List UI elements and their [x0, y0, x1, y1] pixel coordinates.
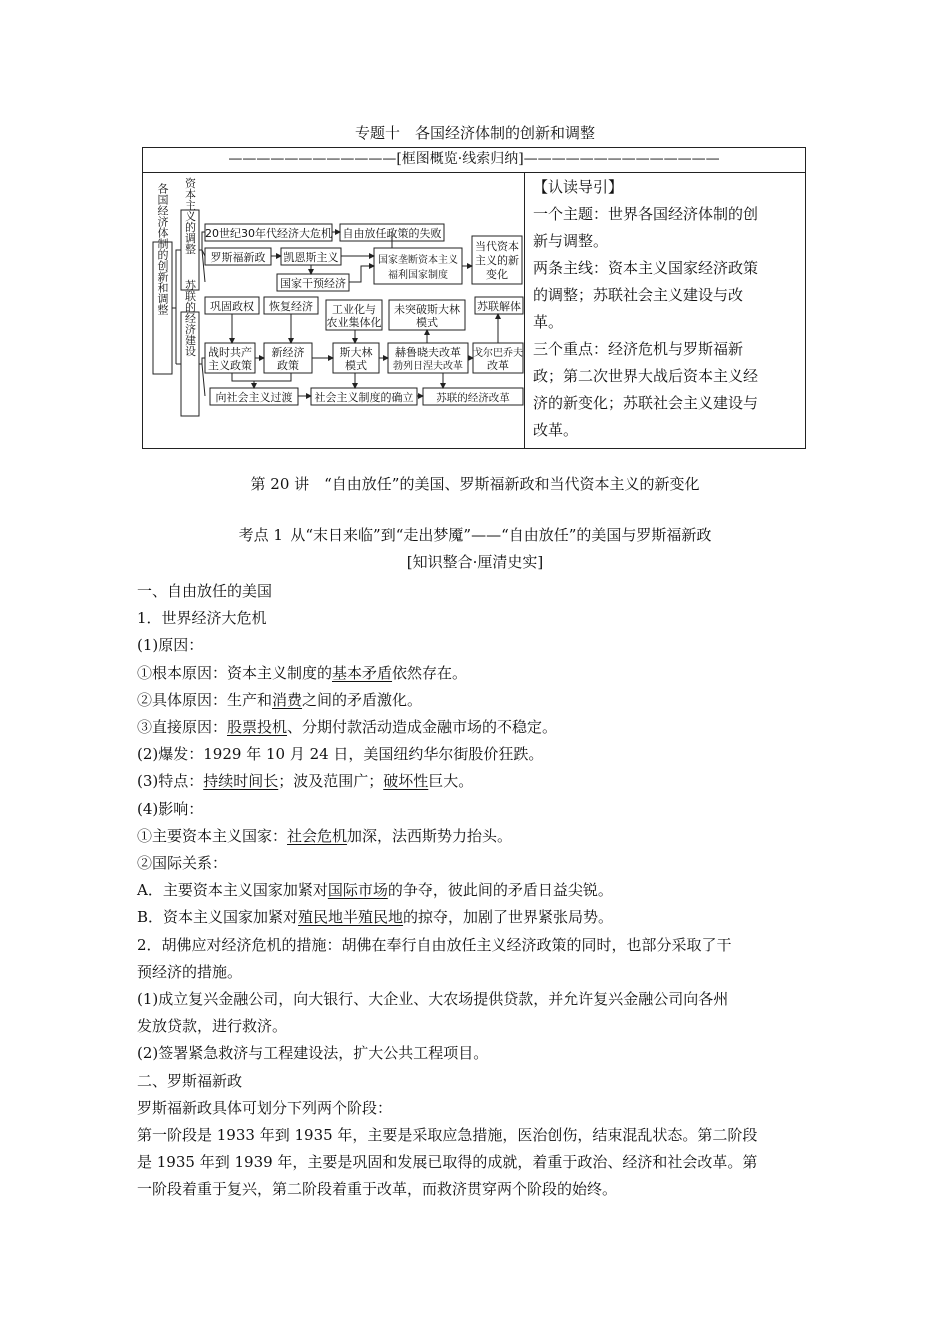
guide-line: 政；第二次世界大战后资本主义经: [533, 367, 759, 385]
guide-line: 济的新变化；苏联社会主义建设与: [533, 394, 759, 412]
key-term: 持续时间长: [203, 772, 279, 791]
diagram-box-stalin-break-1: 未突破斯大林: [394, 303, 460, 316]
guide-line: 改革。: [533, 421, 579, 439]
key-term: 基本矛盾: [332, 663, 393, 682]
body-line: (1)成立复兴金融公司，向大银行、大企业、大农场提供贷款，并允许复兴金融公司向各州: [137, 990, 729, 1009]
concept-diagram: [143, 172, 524, 448]
diagram-box-contemp-3: 变化: [486, 268, 508, 281]
diagram-branch-soviet-label: 苏联的经济建设: [183, 279, 197, 357]
key-term: 殖民地半殖民地: [298, 908, 404, 927]
topic-title: 考点 1 从“末日来临”到“走出梦魇”——“自由放任”的美国与罗斯福新政: [238, 526, 712, 544]
diagram-branch-cap-label: 资本主义的调整: [183, 177, 197, 255]
section-heading: 二、罗斯福新政: [137, 1071, 243, 1090]
frame-header: ————————————[框图概览·线索归纳]——————————————: [143, 148, 805, 173]
diagram-box-recover: 恢复经济: [269, 300, 313, 313]
diagram-box-indus-1: 工业化与: [332, 303, 376, 316]
key-term: 国际市场: [327, 881, 388, 900]
body-line: ③直接原因：股票投机、分期付款活动造成金融市场的不稳定。: [137, 718, 558, 737]
body-line: ②国际关系：: [137, 854, 228, 873]
key-term: 消费: [272, 690, 303, 709]
diagram-box-stalin-1: 斯大林: [339, 346, 373, 359]
diagram-box-laissez-fail: 自由放任政策的失败: [342, 227, 442, 240]
diagram-box-state-interv: 国家干预经济: [280, 277, 346, 290]
body-line: 是 1935 年到 1939 年，主要是巩固和发展已取得的成就，着重于政治、经济和社会改革。第: [137, 1153, 758, 1172]
key-term: 社会危机: [287, 826, 348, 845]
diagram-box-ussr-reform: 苏联的经济改革: [436, 392, 510, 404]
overview-frame: [142, 147, 806, 449]
diagram-box-consolidate: 巩固政权: [210, 300, 254, 313]
diagram-box-nep-1: 新经济: [271, 346, 305, 359]
diagram-box-gorb-1: 戈尔巴乔夫: [473, 348, 523, 359]
body-line: 一阶段着重于复兴，第二阶段着重于改革，而救济贯穿两个阶段的始终。: [137, 1180, 618, 1199]
body-line: ①根本原因：资本主义制度的基本矛盾依然存在。: [137, 663, 468, 682]
diagram-box-transition: 向社会主义过渡: [215, 391, 293, 404]
diagram-box-establish: 社会主义制度的确立: [314, 391, 414, 404]
body-line: (3)特点：持续时间长；波及范围广；破坏性巨大。: [137, 772, 474, 791]
diagram-box-contemp-1: 当代资本: [475, 240, 519, 253]
lecture-title: 第 20 讲 “自由放任”的美国、罗斯福新政和当代资本主义的新变化: [250, 475, 700, 493]
topic-subtitle: [知识整合·厘清史实]: [406, 553, 544, 571]
page-title: 专题十 各国经济体制的创新和调整: [354, 124, 595, 142]
guide-line: 三个重点：经济危机与罗斯福新: [533, 340, 744, 358]
key-term: 股票投机: [227, 718, 288, 737]
diagram-box-reform-1: 赫鲁晓夫改革: [395, 346, 461, 359]
reading-guide: [525, 172, 805, 448]
diagram-box-crisis: 20世纪30年代经济大危机: [205, 227, 332, 240]
diagram-box-reform-2: 勃列日涅夫改革: [393, 361, 463, 372]
key-term: 破坏性: [383, 772, 429, 791]
diagram-cell: [143, 172, 525, 448]
body-line: B．资本主义国家加紧对殖民地半殖民地的掠夺，加剧了世界紧张局势。: [137, 908, 614, 927]
diagram-box-ussr-collapse: 苏联解体: [477, 300, 521, 313]
body-line: (4)影响：: [137, 799, 204, 818]
guide-line: 新与调整。: [533, 232, 609, 250]
body-text: [137, 578, 817, 1204]
guide-line: 一个主题：世界各国经济体制的创: [533, 205, 759, 223]
body-line: ②具体原因：生产和消费之间的矛盾激化。: [137, 690, 423, 709]
subsection-heading: 1．世界经济大危机: [137, 609, 267, 628]
body-line: (2)爆发：1929 年 10 月 24 日，美国纽约华尔街股价狂跌。: [137, 745, 544, 764]
diagram-root-label: 各国经济体制的创新和调整: [156, 183, 169, 315]
diagram-box-indus-2: 农业集体化: [326, 316, 382, 329]
diagram-box-war-comm-1: 战时共产: [208, 346, 252, 359]
body-line: (2)签署紧急救济与工程建设法，扩大公共工程项目。: [137, 1044, 489, 1063]
guide-line: 革。: [533, 313, 564, 331]
section-heading: 一、自由放任的美国: [137, 582, 273, 600]
body-line: 预经济的措施。: [137, 962, 243, 981]
diagram-box-stalin-break-2: 模式: [416, 316, 438, 329]
diagram-box-monopoly-1: 国家垄断资本主义: [378, 255, 458, 266]
diagram-box-nep-2: 政策: [277, 359, 299, 372]
subsection-heading: 2．胡佛应对经济危机的措施：胡佛在奉行自由放任主义经济政策的同时，也部分采取了干: [137, 935, 732, 954]
body-line: 罗斯福新政具体可划分下列两个阶段：: [137, 1098, 393, 1117]
diagram-box-keynes: 凯恩斯主义: [283, 251, 339, 264]
body-line: A．主要资本主义国家加紧对国际市场的争夺，彼此间的矛盾日益尖锐。: [137, 881, 613, 900]
diagram-box-new-deal: 罗斯福新政: [210, 251, 266, 264]
body-line: 发放贷款，进行救济。: [137, 1017, 288, 1036]
diagram-box-contemp-2: 主义的新: [475, 254, 519, 267]
diagram-box-monopoly-2: 福利国家制度: [388, 270, 448, 281]
body-line: 第一阶段是 1933 年到 1935 年，主要是采取应急措施，医治创伤，结束混乱状态。第二阶段: [137, 1126, 758, 1145]
guide-line: 的调整；苏联社会主义建设与改: [533, 286, 744, 304]
guide-heading: 【认读导引】: [533, 178, 624, 196]
diagram-box-gorb-2: 改革: [487, 359, 509, 372]
diagram-box-stalin-2: 模式: [345, 359, 367, 372]
diagram-box-war-comm-2: 主义政策: [208, 359, 252, 372]
body-line: ①主要资本主义国家：社会危机加深，法西斯势力抬头。: [137, 826, 513, 845]
guide-line: 两条主线：资本主义国家经济政策: [533, 259, 759, 277]
body-line: (1)原因：: [137, 636, 204, 655]
